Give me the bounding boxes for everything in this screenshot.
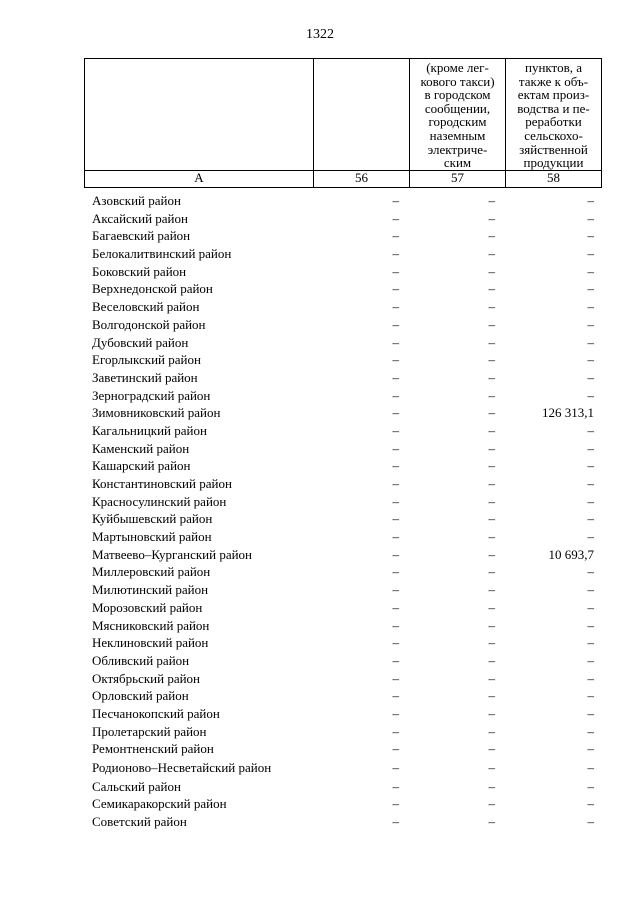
table-row [92,245,601,263]
value-col-58: – [587,422,594,438]
district-name: Обливский район [92,652,190,668]
value-col-58: – [587,281,594,297]
value-col-58: – [587,246,594,262]
table-row [92,493,601,511]
value-col-58: – [587,493,594,509]
value-col-57: – [488,511,495,527]
table-row [92,210,601,228]
value-col-57: – [488,352,495,368]
header-cell-58: пунктов, а также к объ- ектам произ- водства и пе- реработки сельскохо- зяйственной продукции [506,59,602,171]
value-col-58: – [587,440,594,456]
value-col-57: – [488,281,495,297]
value-col-56: – [392,617,399,633]
value-col-56: – [392,228,399,244]
value-col-58: – [587,778,594,794]
district-name: Сальский район [92,778,181,794]
value-col-58: – [587,705,594,721]
value-col-56: – [392,813,399,829]
value-col-57: – [488,723,495,739]
value-col-56: – [392,316,399,332]
value-col-58: – [587,263,594,279]
table-body [92,192,601,831]
value-col-58: 10 693,7 [548,546,594,562]
value-col-57: – [488,440,495,456]
index-row [85,170,602,187]
table-row [92,528,601,546]
table-row [92,617,601,635]
district-name: Боковский район [92,263,187,279]
district-name: Кагальницкий район [92,422,207,438]
table-row [92,510,601,528]
value-col-57: – [488,599,495,615]
value-col-58: – [587,652,594,668]
table-row [92,369,601,387]
district-name: Миллеровский район [92,564,211,580]
district-name: Зимовниковский район [92,405,221,421]
value-col-58: – [587,334,594,350]
district-name: Веселовский район [92,299,200,315]
value-col-57: – [488,688,495,704]
value-col-56: – [392,263,399,279]
value-col-57: – [488,405,495,421]
value-col-58: – [587,511,594,527]
district-name: Песчанокопский район [92,705,220,721]
value-col-56: – [392,210,399,226]
table-header [84,58,602,188]
table-row [92,440,601,458]
value-col-57: – [488,316,495,332]
table-row [92,599,601,617]
table-row [92,634,601,652]
value-col-56: – [392,688,399,704]
value-col-58: – [587,458,594,474]
district-name: Дубовский район [92,334,189,350]
value-col-56: – [392,334,399,350]
district-name: Белокалитвинский район [92,246,232,262]
value-col-56: – [392,369,399,385]
value-col-56: – [392,723,399,739]
index-cell-56: 56 [314,170,410,187]
value-col-57: – [488,635,495,651]
value-col-57: – [488,670,495,686]
value-col-58: – [587,193,594,208]
table-row [92,652,601,670]
table-row [92,422,601,440]
district-name: Константиновский район [92,476,232,491]
value-col-56: – [392,422,399,438]
table-row [92,813,601,831]
table-row [92,705,601,723]
table-row [92,563,601,581]
value-col-56: – [392,529,399,545]
value-col-58: – [587,299,594,315]
district-name: Милютинский район [92,582,209,598]
district-name: Багаевский район [92,228,191,244]
page-number: 1322 [306,27,334,42]
value-col-58: – [587,670,594,686]
district-name: Верхнедонской район [92,281,213,297]
value-col-57: – [488,422,495,438]
value-col-56: – [392,281,399,297]
value-col-58: – [587,582,594,598]
value-col-57: – [488,193,495,208]
district-name: Красносулинский район [92,493,227,509]
value-col-57: – [488,476,495,491]
value-col-57: – [488,813,495,829]
value-col-57: – [488,617,495,633]
value-col-56: – [392,405,399,421]
value-col-56: – [392,564,399,580]
value-col-56: – [392,635,399,651]
value-col-56: – [392,246,399,262]
value-col-56: – [392,705,399,721]
value-col-56: – [392,796,399,812]
value-col-57: – [488,210,495,226]
district-name: Пролетарский район [92,723,207,739]
district-name: Семикаракорский район [92,796,227,812]
value-col-56: – [392,741,399,757]
table-row [92,351,601,369]
table-row [92,263,601,281]
value-col-58: – [587,741,594,757]
value-col-56: – [392,352,399,368]
value-col-58: – [587,529,594,545]
district-name: Куйбышевский район [92,511,213,527]
table-row [92,795,601,813]
district-name: Родионово–Несветайский район [92,760,272,775]
value-col-58: – [587,723,594,739]
value-col-58: – [587,796,594,812]
value-col-57: – [488,493,495,509]
value-col-58: – [587,387,594,403]
table-row [92,192,601,210]
table-row [92,404,601,422]
table-row [92,723,601,741]
value-col-58: – [587,599,594,615]
district-name: Егорлыкский район [92,352,201,368]
value-col-58: – [587,760,594,775]
table-row [92,334,601,352]
value-col-56: – [392,760,399,775]
table-row [92,740,601,758]
value-col-57: – [488,582,495,598]
value-col-56: – [392,599,399,615]
table-row [92,778,601,796]
district-name: Морозовский район [92,599,203,615]
value-col-57: – [488,564,495,580]
table-row [92,298,601,316]
value-col-58: – [587,369,594,385]
value-col-56: – [392,582,399,598]
table-row [92,457,601,475]
value-col-57: – [488,246,495,262]
table-row [92,280,601,298]
value-col-58: – [587,688,594,704]
value-col-57: – [488,546,495,562]
header-row [85,59,602,171]
value-col-57: – [488,529,495,545]
district-name: Волгодонской район [92,316,206,332]
index-cell-58: 58 [506,170,602,187]
value-col-58: – [587,316,594,332]
district-name: Ремонтненский район [92,741,214,757]
value-col-57: – [488,263,495,279]
value-col-57: – [488,369,495,385]
district-name: Советский район [92,813,187,829]
value-col-58: – [587,635,594,651]
value-col-58: – [587,617,594,633]
index-cell-a: А [85,170,314,187]
value-col-57: – [488,458,495,474]
district-name: Заветинский район [92,369,198,385]
district-name: Кашарский район [92,458,191,474]
district-name: Каменский район [92,440,190,456]
district-name: Мясниковский район [92,617,210,633]
header-cell-56 [314,59,410,171]
index-cell-57: 57 [410,170,506,187]
value-col-57: – [488,796,495,812]
district-name: Аксайский район [92,210,188,226]
value-col-57: – [488,299,495,315]
district-name: Зерноградский район [92,387,211,403]
district-name: Матвеево–Курганский район [92,546,253,562]
value-col-56: – [392,299,399,315]
table-row [92,670,601,688]
district-name: Октябрьский район [92,670,200,686]
value-col-56: – [392,778,399,794]
value-col-57: – [488,387,495,403]
value-col-56: – [392,440,399,456]
value-col-58: – [587,352,594,368]
value-col-56: – [392,493,399,509]
value-col-58: – [587,476,594,491]
value-col-58: – [587,564,594,580]
table-row [92,758,601,778]
table-row [92,316,601,334]
table-row [92,581,601,599]
value-col-56: – [392,652,399,668]
table-row [92,546,601,564]
value-col-56: – [392,476,399,491]
value-col-56: – [392,458,399,474]
value-col-56: – [392,546,399,562]
value-col-57: – [488,778,495,794]
value-col-56: – [392,193,399,208]
district-name: Азовский район [92,193,181,208]
value-col-57: – [488,334,495,350]
value-col-57: – [488,228,495,244]
table-row [92,475,601,493]
district-name: Орловский район [92,688,189,704]
value-col-57: – [488,652,495,668]
value-col-56: – [392,387,399,403]
value-col-57: – [488,741,495,757]
value-col-56: – [392,511,399,527]
header-cell-57: (кроме лег- кового такси) в городском сообщении, городским наземным электриче- ским [410,59,506,171]
value-col-58: – [587,210,594,226]
header-cell-a [85,59,314,171]
value-col-58: – [587,228,594,244]
value-col-58: 126 313,1 [542,405,594,421]
value-col-56: – [392,670,399,686]
district-name: Мартыновский район [92,529,212,545]
table-row [92,227,601,245]
district-name: Неклиновский район [92,635,209,651]
value-col-57: – [488,705,495,721]
table-row [92,387,601,405]
value-col-57: – [488,760,495,775]
table-row [92,687,601,705]
value-col-58: – [587,813,594,829]
